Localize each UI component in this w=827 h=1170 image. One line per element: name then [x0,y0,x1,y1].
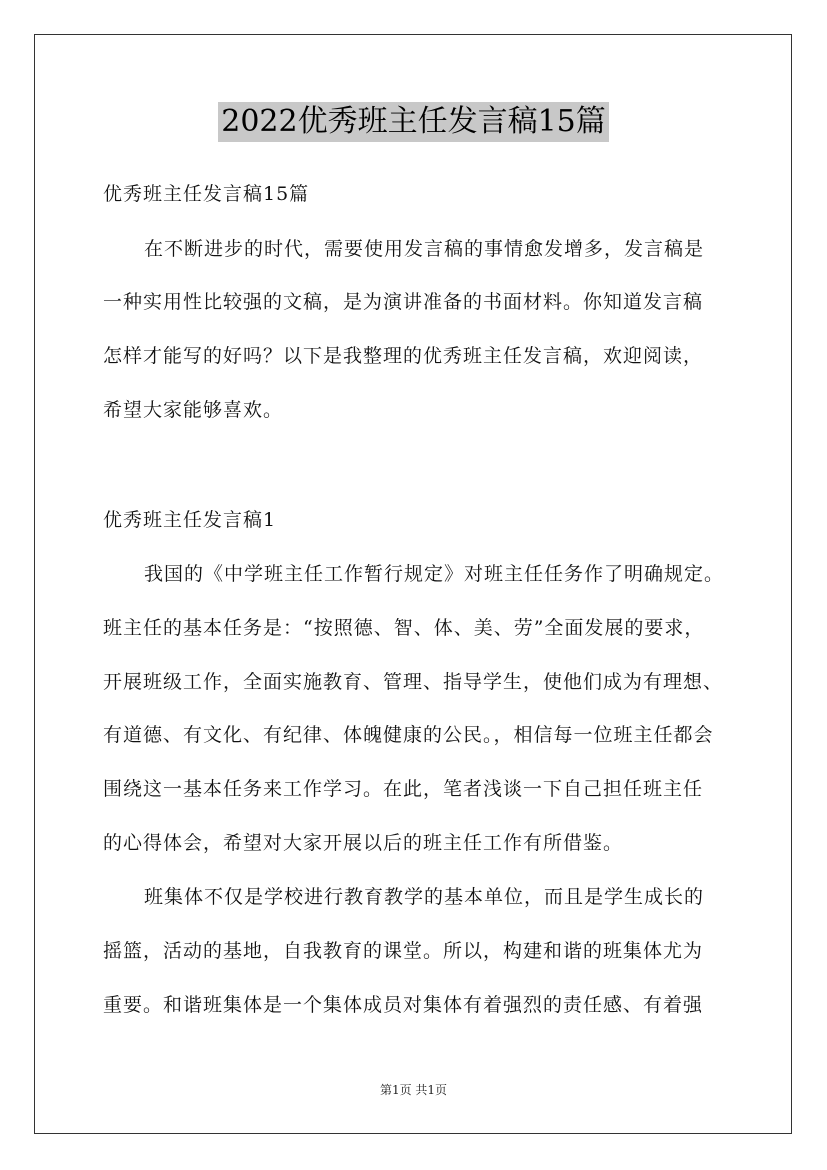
document-title: 2022优秀班主任发言稿15篇 [218,102,609,142]
intro-line: 一种实用性比较强的文稿，是为演讲准备的书面材料。你知道发言稿 [103,291,704,313]
paragraph-line: 围绕这一基本任务来工作学习。在此，笔者浅谈一下自己担任班主任 [103,778,704,800]
paragraph-line: 班主任的基本任务是：“按照德、智、体、美、劳”全面发展的要求， [103,617,705,639]
paragraph-line: 有道德、有文化、有纪律、体魄健康的公民。，相信每一位班主任都会 [103,724,714,746]
intro-line: 在不断进步的时代，需要使用发言稿的事情愈发增多，发言稿是 [144,238,705,260]
page-footer: 第1页 共1页 [379,1083,448,1097]
paragraph-line: 开展班级工作，全面实施教育、管理、指导学生，使他们成为有理想、 [103,671,724,693]
paragraph-line: 摇篮，活动的基地，自我教育的课堂。所以，构建和谐的班集体尤为 [103,940,704,962]
paragraph-line: 的心得体会，希望对大家开展以后的班主任工作有所借鉴。 [103,832,624,854]
paragraph-line: 重要。和谐班集体是一个集体成员对集体有着强烈的责任感、有着强 [103,994,704,1016]
paragraph-line: 我国的《中学班主任工作暂行规定》对班主任任务作了明确规定。 [144,563,725,585]
intro-line: 怎样才能写的好吗？以下是我整理的优秀班主任发言稿，欢迎阅读， [103,345,704,367]
section-heading: 优秀班主任发言稿1 [103,509,277,531]
paragraph-line: 班集体不仅是学校进行教育教学的基本单位，而且是学生成长的 [144,886,705,908]
title-container [0,102,827,142]
document-subtitle: 优秀班主任发言稿15篇 [103,183,310,205]
intro-line: 希望大家能够喜欢。 [103,399,284,421]
